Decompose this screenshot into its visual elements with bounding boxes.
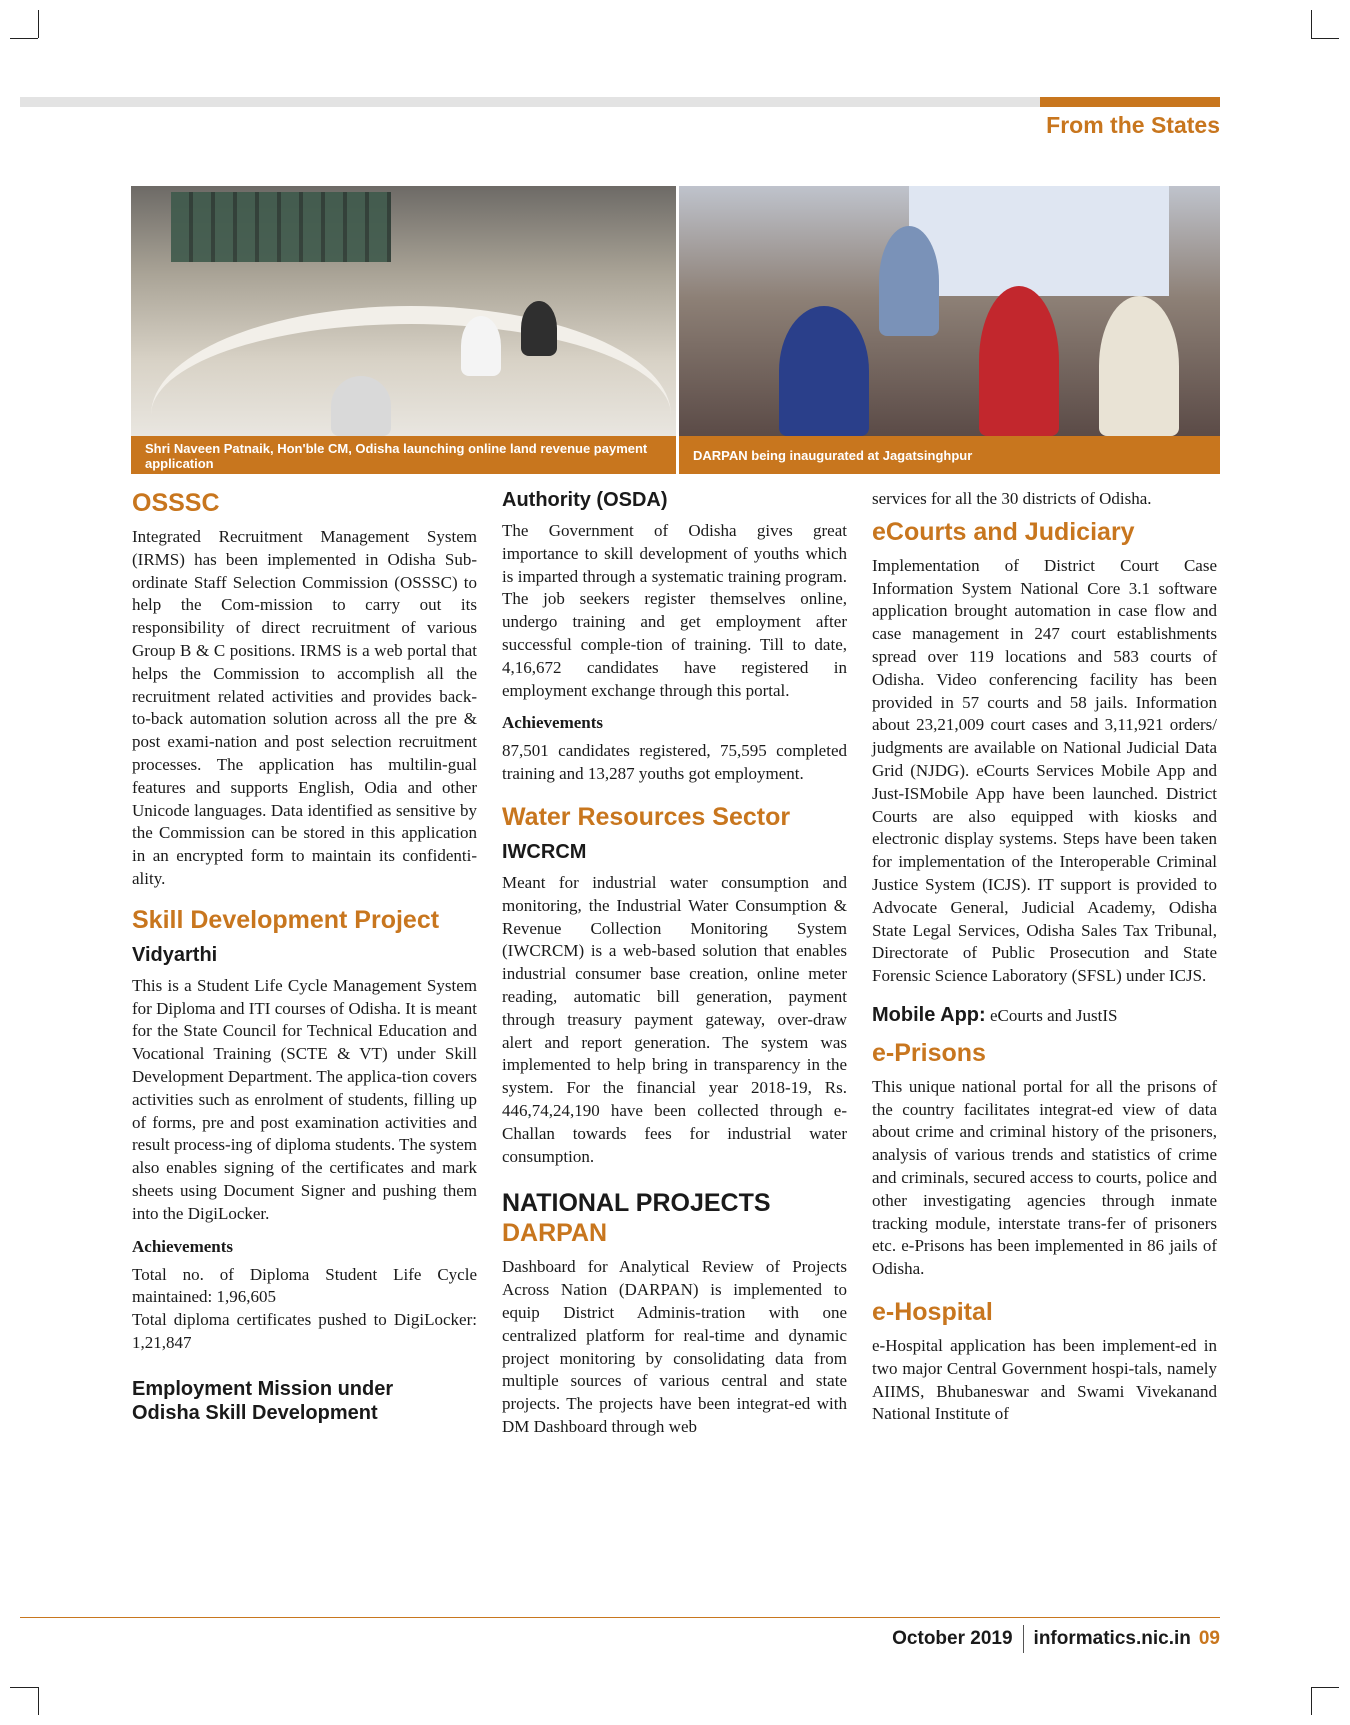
page-footer — [892, 1625, 1220, 1653]
crop-mark — [1311, 38, 1339, 39]
video-wall — [171, 192, 391, 262]
heading-ehospital: e-Hospital — [872, 1297, 993, 1326]
paragraph-darpan-continued: services for all the 30 districts of Odisha. — [872, 489, 1152, 508]
section-label: From the States — [1046, 112, 1220, 138]
paragraph-darpan: Dashboard for Analytical Review of Projects Across Nation (DARPAN) is implemented to equip District Adminis-tration with one centralized platform for real-time and dynamic project monitoring by consolidating data from multiple sources of various central and state projects. The projects have been integrat-ed with DM Dashboard through web — [502, 1257, 847, 1436]
heading-achievements: Achievements — [132, 1236, 234, 1256]
achievement-line: Total no. of Diploma Student Life Cycle maintained: 1,96,605 — [132, 1264, 477, 1307]
darpan-photo — [679, 186, 1220, 436]
column-1 — [132, 488, 477, 1433]
heading-osssc: OSSSC — [132, 489, 220, 517]
paragraph-iwcrcm: Meant for industrial water consumption and monitoring, the Industrial Water Consumption & Revenue Collection Monitoring System (IWCRCM) is a web-based solution that enables industrial consumer base creation, online meter reading, automatic bill generation, payment through treasury payment gateway, over-draw alert and report generation. The system was implemented to help bring in transparency in the system. For the financial year 2018-19, Rs. 446,74,24,190 have been collected through e-Challan towards fees for industrial water consumption. — [502, 872, 847, 1166]
person — [879, 226, 939, 336]
photo-caption: Shri Naveen Patnaik, Hon'ble CM, Odisha launching online land revenue payment application — [131, 436, 676, 474]
heading-employment-mission-line2: Odisha Skill Development — [132, 1401, 378, 1424]
photo-caption: DARPAN being inaugurated at Jagatsinghpur — [679, 436, 1220, 474]
heading-national-projects: NATIONAL PROJECTS — [502, 1189, 771, 1218]
paragraph-osssc: Integrated Recruitment Management System (IRMS) has been implemented in Odisha Sub-ordinate Staff Selection Commission (OSSSC) to help the Com-mission to carry out its responsibility of direct recruitment of various Group B & C positions. IRMS is a web portal that helps the Commission to accomplish all the recruitment related activities and provides back-to-back automation solution across all the pre & post exami-nation and post selection recruitment processes. The application has multilin-gual features and supports English, Odia and other Unicode languages. Data identified as sensitive by the Commission can be stored in this application in an encrypted form to maintain its confidenti-ality. — [132, 527, 477, 888]
heading-authority: Authority (OSDA) — [502, 489, 668, 511]
person — [1099, 296, 1179, 436]
crop-mark — [1311, 1687, 1339, 1688]
paragraph-vidyarthi: This is a Student Life Cycle Management System for Diploma and ITI courses of Odisha. It is meant for the State Council for Technical Education and Vocational Training (SCTE & VT) under Skill Development Department. The applica-tion covers activities such as enrolment of students, filling up of forms, pre and post examination activities and result process-ing of diploma students. The system also enables signing of the certificates and mark sheets using Document Signer and pushing them into the DigiLocker. — [132, 975, 477, 1223]
conference-table — [151, 306, 671, 436]
person — [521, 301, 557, 356]
heading-vidyarthi: Vidyarthi — [132, 943, 218, 966]
person — [331, 376, 391, 436]
paragraph-authority: The Government of Odisha gives great importance to skill development of youths which is imparted through a systematic training program. The job seekers register themselves online, undergo training and get employment after successful comple-tion of training. Till to date, 4,16,672 candidates have registered in employment exchange through this portal. — [502, 521, 847, 700]
column-2 — [502, 488, 847, 1449]
heading-water-resources: Water Resources Sector — [502, 802, 791, 831]
crop-mark — [38, 10, 39, 38]
mobile-app-label: Mobile App: — [872, 1003, 986, 1026]
footer-divider — [1023, 1625, 1024, 1653]
paragraph-achievements: 87,501 candidates registered, 75,595 completed training and 13,287 youths got employment. — [502, 741, 847, 784]
crop-mark — [1311, 1687, 1312, 1715]
heading-employment-mission: Employment Mission under — [132, 1377, 394, 1400]
footer-date: October 2019 — [892, 1628, 1013, 1649]
page-number: 09 — [1198, 1628, 1220, 1649]
paragraph-eprisons: This unique national portal for all the prisons of the country facilitates integrat-ed view of data about crime and criminal history of the prisoners, analysis of various trends and statistics of crime and criminals, secured access to courts, police and other investigating agencies through inmate tracking module, interstate trans-fer of prisoners etc. e-Prisons has been implemented in 86 jails of Odisha. — [872, 1076, 1217, 1279]
crop-mark — [38, 1687, 39, 1715]
event-banner — [909, 186, 1169, 296]
footer-site: informatics.nic.in — [1033, 1628, 1191, 1649]
column-3 — [872, 488, 1217, 1436]
achievement-line: Total diploma certificates pushed to DigiLocker: 1,21,847 — [132, 1310, 477, 1352]
person — [979, 286, 1059, 436]
heading-iwcrcm: IWCRCM — [502, 840, 587, 863]
paragraph-ehospital: e-Hospital application has been implement-ed in two major Central Government hospi-tals, namely AIIMS, Bhubaneswar and Swami Vivekanand National Institute of — [872, 1335, 1217, 1424]
crop-mark — [10, 1687, 38, 1688]
paragraph-ecourts: Implementation of District Court Case Information System National Core 3.1 software application brought automation in case flow and case management in 247 court establishments spread over 119 locations and 583 courts of Odisha. Video conferencing facility has been provided in 57 courts and 58 jails. Information about 23,21,009 court cases and 3,11,921 orders/ judgments are available on National Judicial Data Grid (NJDG). eCourts Services Mobile App and Just-ISMobile App have been launched. District Courts are also equipped with kiosks and electronic display systems. Steps have been taken for implementation of the Interoperable Criminal Justice System (ICJS). IT support is provided to Advocate General, Judicial Academy, Odisha State Legal Services, Odisha Sales Tax Tribunal, Directorate of Public Prosecution and State Forensic Science Laboratory (SFSL) under ICJS. — [872, 555, 1217, 986]
header-accent — [1040, 97, 1220, 107]
person — [461, 316, 501, 376]
heading-darpan: DARPAN — [502, 1219, 608, 1248]
mobile-app-line — [872, 1004, 1217, 1028]
photo-strip — [131, 186, 1220, 474]
crop-mark — [10, 38, 38, 39]
person — [779, 306, 869, 436]
heading-achievements: Achievements — [502, 713, 604, 733]
mobile-app-value: eCourts and JustIS — [989, 1005, 1118, 1025]
heading-ecourts: eCourts and Judiciary — [872, 517, 1135, 546]
heading-skill-development: Skill Development Project — [132, 905, 440, 934]
cm-launch-photo — [131, 186, 676, 436]
crop-mark — [1311, 10, 1312, 38]
footer-rule — [20, 1617, 1220, 1618]
heading-eprisons: e-Prisons — [872, 1038, 986, 1067]
